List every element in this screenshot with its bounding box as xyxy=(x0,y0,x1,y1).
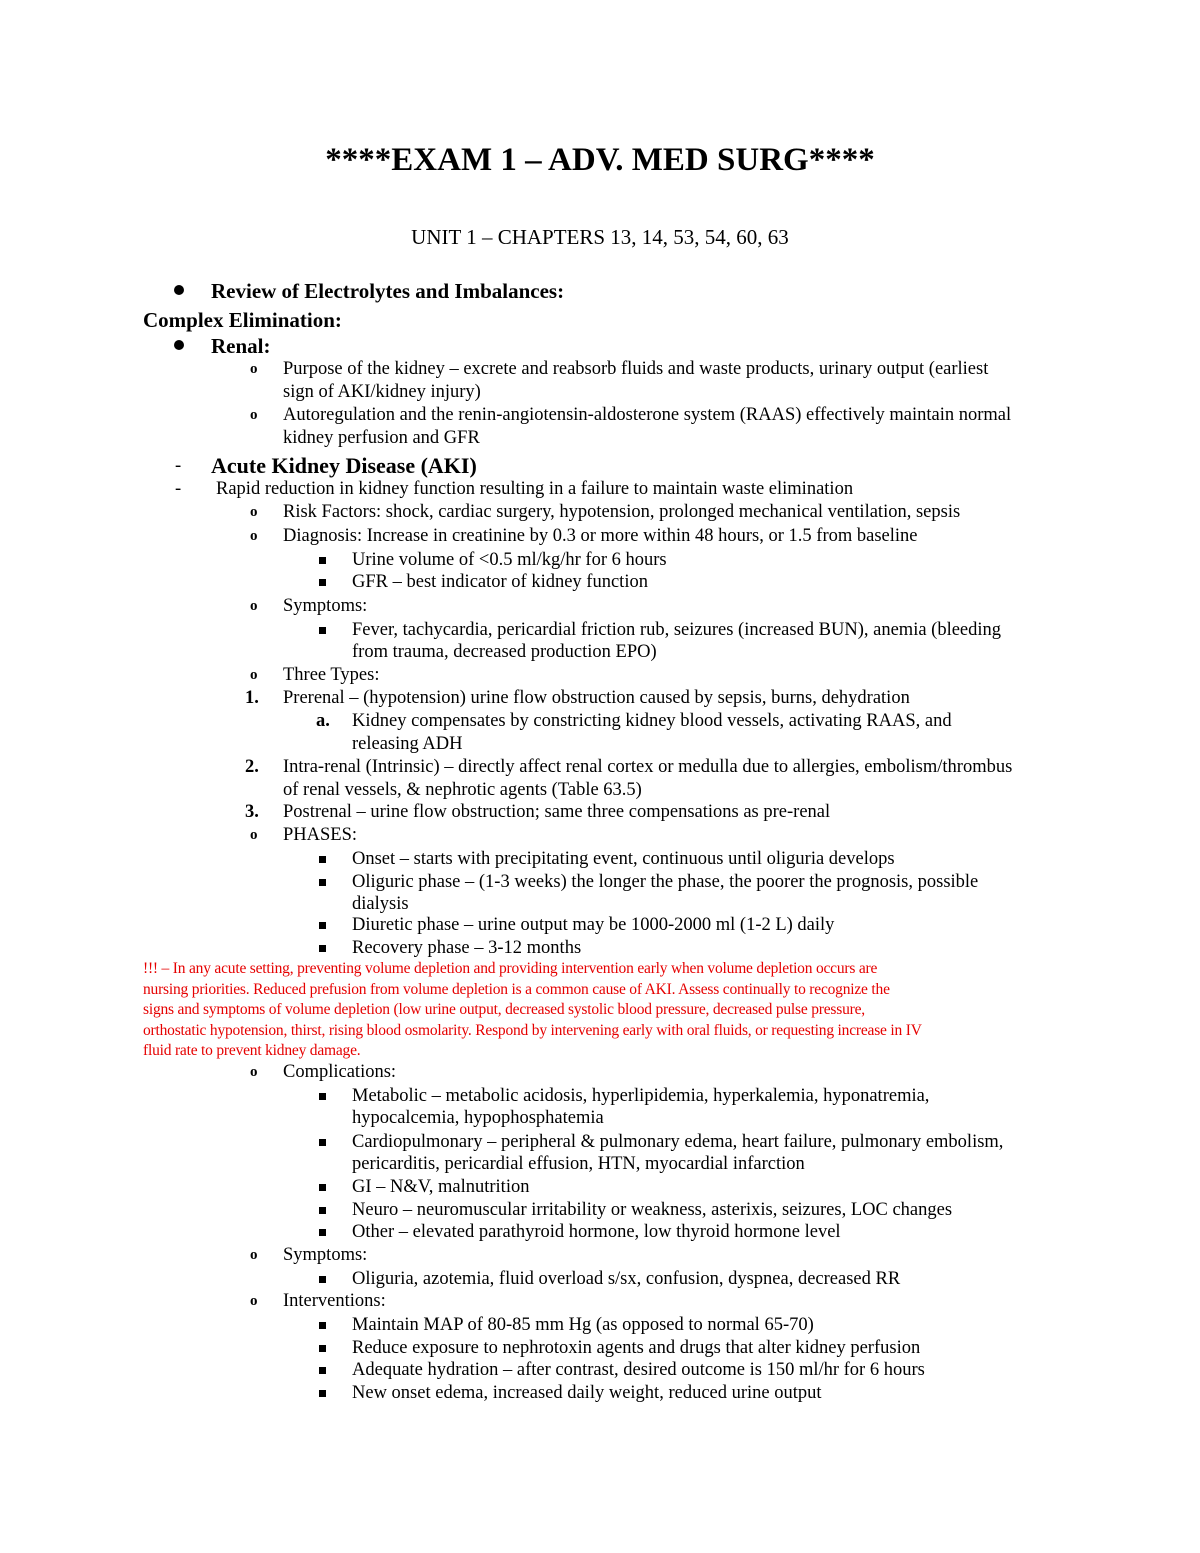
unit-subtitle: UNIT 1 – CHAPTERS 13, 14, 53, 54, 60, 63 xyxy=(411,225,789,249)
symptoms-item-line: Fever, tachycardia, pericardial friction rub, seizures (increased BUN), anemia (bleeding xyxy=(352,620,1002,640)
square-bullet-icon xyxy=(319,557,326,564)
type-line: of renal vessels, & nephrotic agents (Table 63.5) xyxy=(283,780,642,800)
complication-line: Cardiopulmonary – peripheral & pulmonary edema, heart failure, pulmonary embolism, xyxy=(352,1132,1004,1152)
intervention-line: New onset edema, increased daily weight, reduced urine output xyxy=(352,1383,822,1403)
intervention-line: Reduce exposure to nephrotoxin agents and drugs that alter kidney perfusion xyxy=(352,1338,921,1358)
type-line: Postrenal – urine flow obstruction; same three compensations as pre-renal xyxy=(283,802,831,822)
square-bullet-icon xyxy=(319,627,326,634)
circle-bullet-icon: o xyxy=(250,407,258,423)
square-bullet-icon xyxy=(319,856,326,863)
circle-bullet-icon: o xyxy=(250,1293,258,1309)
complication-line: Metabolic – metabolic acidosis, hyperlipidemia, hyperkalemia, hyponatremia, xyxy=(352,1086,930,1106)
circle-bullet-icon: o xyxy=(250,504,258,520)
renal-heading: Renal: xyxy=(211,334,271,358)
renal-item-line: sign of AKI/kidney injury) xyxy=(283,382,481,402)
diagnosis-item: Urine volume of <0.5 ml/kg/hr for 6 hours xyxy=(352,550,667,570)
complication-line: Neuro – neuromuscular irritability or weakness, asterixis, seizures, LOC changes xyxy=(352,1200,953,1220)
phase-line: Recovery phase – 3-12 months xyxy=(352,938,582,958)
square-bullet-icon xyxy=(319,1139,326,1146)
type-number: 3. xyxy=(245,802,259,822)
type-number: 2. xyxy=(245,757,259,777)
complication-line: pericarditis, pericardial effusion, HTN, myocardial infarction xyxy=(352,1154,805,1174)
red-note-line: fluid rate to prevent kidney damage. xyxy=(143,1042,361,1059)
symptoms-item: Oliguria, azotemia, fluid overload s/sx, confusion, dyspnea, decreased RR xyxy=(352,1269,901,1289)
circle-bullet-icon: o xyxy=(250,667,258,683)
aki-heading: Acute Kidney Disease (AKI) xyxy=(211,453,477,478)
renal-item-line: kidney perfusion and GFR xyxy=(283,428,480,448)
circle-bullet-icon: o xyxy=(250,361,258,377)
phase-line: Diuretic phase – urine output may be 1000-2000 ml (1-2 L) daily xyxy=(352,915,835,935)
square-bullet-icon xyxy=(319,1184,326,1191)
prerenal-sub-line: releasing ADH xyxy=(352,734,463,754)
phase-line: dialysis xyxy=(352,894,409,914)
red-note-line: nursing priorities. Reduced prefusion from volume depletion is a common cause of AKI. Assess continually to recognize the xyxy=(143,981,890,998)
square-bullet-icon xyxy=(319,579,326,586)
phases-label: PHASES: xyxy=(283,825,358,845)
complications-label: Complications: xyxy=(283,1062,397,1082)
type-line: Prerenal – (hypotension) urine flow obstruction caused by sepsis, burns, dehydration xyxy=(283,688,910,708)
square-bullet-icon xyxy=(319,1207,326,1214)
prerenal-sub-line: Kidney compensates by constricting kidney blood vessels, activating RAAS, and xyxy=(352,711,952,731)
square-bullet-icon xyxy=(319,879,326,886)
sub-letter: a. xyxy=(316,711,330,731)
square-bullet-icon xyxy=(319,1345,326,1352)
phase-line: Onset – starts with precipitating event, continuous until oliguria develops xyxy=(352,849,895,869)
circle-bullet-icon: o xyxy=(250,827,258,843)
renal-item-line: Purpose of the kidney – excrete and reabsorb fluids and waste products, urinary output (earliest xyxy=(283,359,989,379)
symptoms-label: Symptoms: xyxy=(283,596,368,616)
bullet-icon xyxy=(174,285,184,295)
square-bullet-icon xyxy=(319,922,326,929)
symptoms-label: Symptoms: xyxy=(283,1245,368,1265)
circle-bullet-icon: o xyxy=(250,598,258,614)
red-note-line: orthostatic hypotension, thirst, rising blood osmolarity. Respond by intervening early with oral fluids, or requesting increase in IV xyxy=(143,1022,922,1039)
renal-item-line: Autoregulation and the renin-angiotensin-aldosterone system (RAAS) effectively maintain normal xyxy=(283,405,1012,425)
risk-factors: Risk Factors: shock, cardiac surgery, hypotension, prolonged mechanical ventilation, sepsis xyxy=(283,502,961,522)
square-bullet-icon xyxy=(319,1229,326,1236)
circle-bullet-icon: o xyxy=(250,1064,258,1080)
red-note-line: signs and symptoms of volume depletion (low urine output, decreased systolic blood pressure, decreased pulse pressure, xyxy=(143,1001,865,1018)
circle-bullet-icon: o xyxy=(250,528,258,544)
complication-line: Other – elevated parathyroid hormone, low thyroid hormone level xyxy=(352,1222,841,1242)
dash-marker: - xyxy=(175,456,182,476)
type-line: Intra-renal (Intrinsic) – directly affect renal cortex or medulla due to allergies, embolism/thrombus xyxy=(283,757,1013,777)
bullet-icon xyxy=(174,340,184,350)
complication-line: hypocalcemia, hypophosphatemia xyxy=(352,1108,604,1128)
complication-line: GI – N&V, malnutrition xyxy=(352,1177,530,1197)
diagnosis: Diagnosis: Increase in creatinine by 0.3 or more within 48 hours, or 1.5 from baseline xyxy=(283,526,918,546)
three-types-label: Three Types: xyxy=(283,665,380,685)
square-bullet-icon xyxy=(319,1093,326,1100)
review-heading: Review of Electrolytes and Imbalances: xyxy=(211,279,565,303)
type-number: 1. xyxy=(245,688,259,708)
aki-definition: Rapid reduction in kidney function resulting in a failure to maintain waste elimination xyxy=(216,479,854,499)
interventions-label: Interventions: xyxy=(283,1291,386,1311)
red-note-line: !!! – In any acute setting, preventing volume depletion and providing intervention early when volume depletion occurs are xyxy=(143,960,878,977)
diagnosis-item: GFR – best indicator of kidney function xyxy=(352,572,648,592)
square-bullet-icon xyxy=(319,945,326,952)
square-bullet-icon xyxy=(319,1276,326,1283)
dash-marker: - xyxy=(175,479,182,499)
square-bullet-icon xyxy=(319,1390,326,1397)
square-bullet-icon xyxy=(319,1367,326,1374)
intervention-line: Adequate hydration – after contrast, desired outcome is 150 ml/hr for 6 hours xyxy=(352,1360,925,1380)
square-bullet-icon xyxy=(319,1322,326,1329)
page-title: ****EXAM 1 – ADV. MED SURG**** xyxy=(325,142,875,178)
complex-elimination-heading: Complex Elimination: xyxy=(143,308,342,332)
symptoms-item-line: from trauma, decreased production EPO) xyxy=(352,642,657,662)
circle-bullet-icon: o xyxy=(250,1247,258,1263)
intervention-line: Maintain MAP of 80-85 mm Hg (as opposed to normal 65-70) xyxy=(352,1315,814,1335)
phase-line: Oliguric phase – (1-3 weeks) the longer the phase, the poorer the prognosis, possible xyxy=(352,872,979,892)
